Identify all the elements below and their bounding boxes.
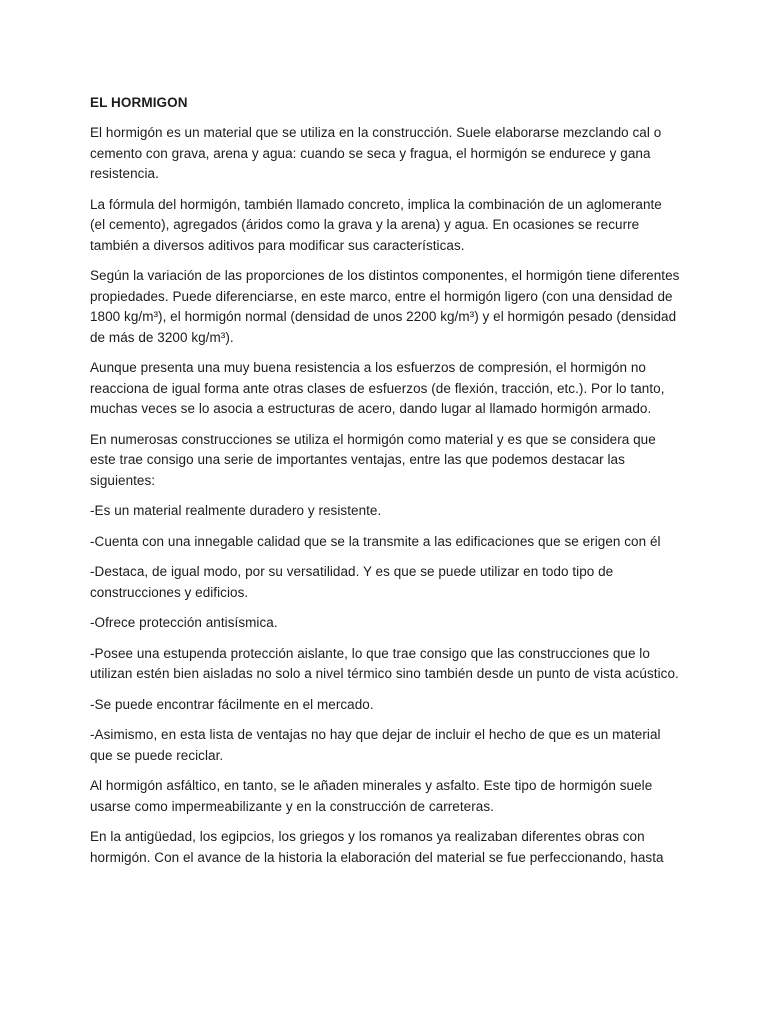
list-item: -Destaca, de igual modo, por su versatilidad. Y es que se puede utilizar en todo tipo de construcciones y edificios. bbox=[90, 564, 614, 600]
list-item: -Cuenta con una innegable calidad que se la transmite a las edificaciones que se erigen con él bbox=[90, 533, 661, 549]
paragraph-resistance: Aunque presenta una muy buena resistencia a los esfuerzos de compresión, el hormigón no reacciona de igual forma ante otras clases de esfuerzos (de flexión, tracción, etc.). Por lo tanto, muchas veces se lo asocia a estructuras de acero, dando lugar al llamado hormigón armado. bbox=[90, 360, 665, 416]
list-item: -Se puede encontrar fácilmente en el mercado. bbox=[90, 696, 374, 712]
paragraph-intro: El hormigón es un material que se utiliza en la construcción. Suele elaborarse mezclando cal o cemento con grava, arena y agua: cuando se seca y fragua, el hormigón se endurece y gana resistencia. bbox=[90, 125, 662, 181]
list-item: -Es un material realmente duradero y resistente. bbox=[90, 503, 382, 518]
list-item: -Asimismo, en esta lista de ventajas no hay que dejar de incluir el hecho de que es un material que se puede reciclar. bbox=[90, 727, 661, 763]
paragraph-asphalt: Al hormigón asfáltico, en tanto, se le añaden minerales y asfalto. Este tipo de hormigón suele usarse como impermeabilizante y en la construcción de carreteras. bbox=[90, 778, 653, 814]
document-title: EL HORMIGON bbox=[90, 95, 188, 110]
paragraph-history: En la antigüedad, los egipcios, los griegos y los romanos ya realizaban diferentes obras con hormigón. Con el avance de la historia la elaboración del material se fue perfeccionando, hasta bbox=[90, 829, 664, 865]
paragraph-formula: La fórmula del hormigón, también llamado concreto, implica la combinación de un aglomerante (el cemento), agregados (áridos como la grava y la arena) y agua. En ocasiones se recurre también a diversos aditivos para modificar sus características. bbox=[90, 196, 662, 253]
list-item: -Ofrece protección antisísmica. bbox=[90, 615, 278, 630]
list-item: -Posee una estupenda protección aislante, lo que trae consigo que las construcciones que lo utilizan estén bien aisladas no solo a nivel térmico sino también desde un punto de vista acústico. bbox=[90, 645, 679, 681]
paragraph-advantages-intro: En numerosas construcciones se utiliza el hormigón como material y es que se considera que este trae consigo una serie de importantes ventajas, entre las que podemos destacar las siguientes: bbox=[90, 431, 656, 488]
document-page bbox=[90, 93, 680, 993]
paragraph-densities: Según la variación de las proporciones de los distintos componentes, el hormigón tiene diferentes propiedades. Puede diferenciarse, en este marco, entre el hormigón ligero (con una densidad de 1800 kg/m³), el hormigón normal (densidad de unos 2200 kg/m³) y el hormigón pesado (densidad de más de 3200 kg/m³). bbox=[90, 268, 680, 345]
